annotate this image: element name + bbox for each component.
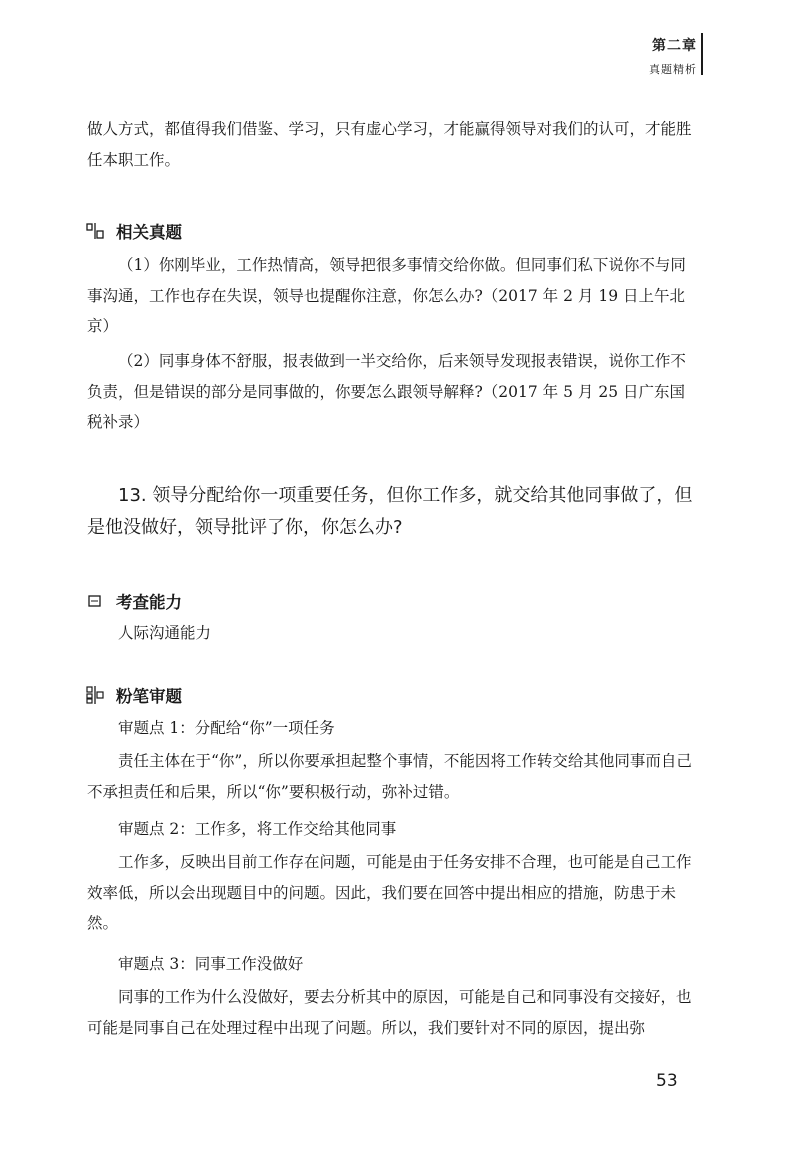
related-question-2: （2）同事身体不舒服，报表做到一半交给你，后来领导发现报表错误，说你工作不负责，但是错误的部分是同事做的，你要怎么跟领导解释?（2017 年 5 月 25 日广东国税补录） <box>87 352 686 431</box>
related-question-1: （1）你刚毕业，工作热情高，领导把很多事情交给你做。但同事们私下说你不与同事沟通，工作也存在失误，领导也提醒你注意，你怎么办?（2017 年 2 月 19 日上午北京） <box>87 256 686 335</box>
related-questions-icon <box>86 222 104 240</box>
page-number: 53 <box>656 1071 678 1091</box>
running-header <box>649 35 697 77</box>
ability-text: 人际沟通能力 <box>118 624 212 642</box>
analysis-point-2-heading: 审题点 2：工作多，将工作交给其他同事 <box>118 820 397 838</box>
analysis-point-3-text: 同事的工作为什么没做好，要去分析其中的原因，可能是自己和同事没有交接好，也可能是同事自己在处理过程中出现了问题。所以，我们要针对不同的原因，提出弥 <box>87 988 692 1037</box>
related-title: 相关真题 <box>116 223 182 242</box>
intro-paragraph: 做人方式，都值得我们借鉴、学习，只有虚心学习，才能赢得领导对我们的认可，才能胜任本职工作。 <box>87 120 692 169</box>
analysis-point-2-text: 工作多，反映出目前工作存在问题，可能是由于任务安排不合理，也可能是自己工作效率低，所以会出现题目中的问题。因此，我们要在回答中提出相应的措施，防患于未然。 <box>87 853 692 932</box>
header-rule <box>701 33 703 75</box>
analysis-section-heading <box>86 683 182 707</box>
ability-section-heading <box>86 589 182 613</box>
chapter-subtitle: 真题精析 <box>649 63 697 76</box>
analysis-point-1-text: 责任主体在于“你”，所以你要承担起整个事情，不能因将工作转交给其他同事而自己不承担责任和后果，所以“你”要积极行动，弥补过错。 <box>87 752 692 801</box>
question-title: 13. 领导分配给你一项重要任务，但你工作多，就交给其他同事做了，但是他没做好，领导批评了你，你怎么办? <box>87 485 693 538</box>
chapter-label: 第二章 <box>652 38 697 54</box>
analysis-icon <box>86 686 104 704</box>
ability-box-icon <box>86 592 104 610</box>
related-section-heading <box>86 219 182 243</box>
analysis-point-3-heading: 审题点 3：同事工作没做好 <box>118 955 304 973</box>
analysis-point-1-heading: 审题点 1：分配给“你”一项任务 <box>118 719 335 737</box>
ability-title: 考查能力 <box>116 593 182 612</box>
analysis-title: 粉笔审题 <box>116 687 182 706</box>
